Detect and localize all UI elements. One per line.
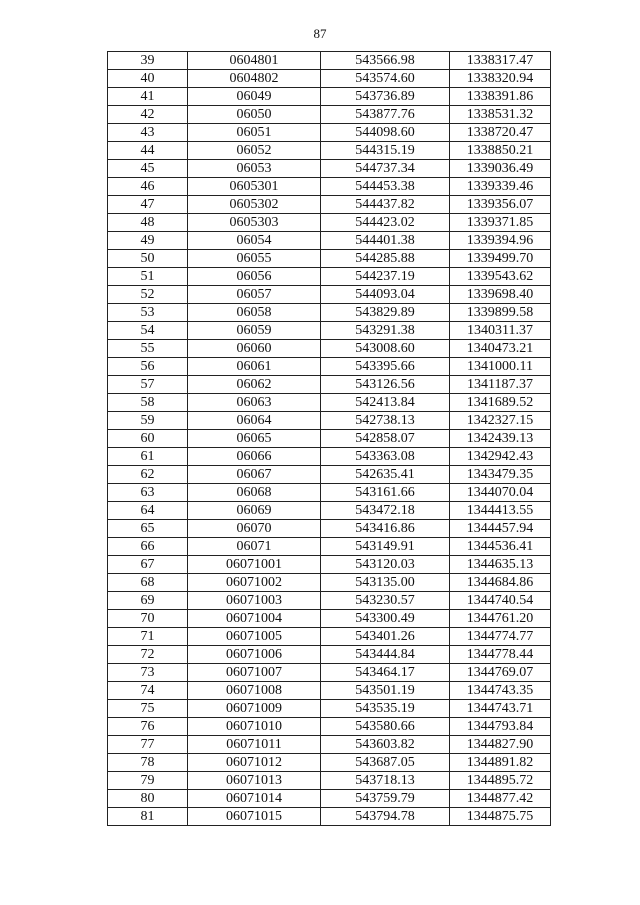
- point-id-cell: 06071005: [188, 628, 321, 646]
- x-coordinate-cell: 543161.66: [321, 484, 450, 502]
- table-row: [108, 412, 551, 430]
- x-coordinate-cell: 542858.07: [321, 430, 450, 448]
- x-coordinate-cell: 543877.76: [321, 106, 450, 124]
- y-coordinate-cell: 1344743.35: [450, 682, 551, 700]
- point-id-cell: 06069: [188, 502, 321, 520]
- row-number-cell: 69: [108, 592, 188, 610]
- point-id-cell: 0605301: [188, 178, 321, 196]
- table-row: [108, 718, 551, 736]
- row-number-cell: 58: [108, 394, 188, 412]
- point-id-cell: 06071: [188, 538, 321, 556]
- table-row: [108, 502, 551, 520]
- point-id-cell: 06071008: [188, 682, 321, 700]
- table-row: [108, 250, 551, 268]
- y-coordinate-cell: 1340473.21: [450, 340, 551, 358]
- y-coordinate-cell: 1344536.41: [450, 538, 551, 556]
- row-number-cell: 70: [108, 610, 188, 628]
- row-number-cell: 57: [108, 376, 188, 394]
- row-number-cell: 68: [108, 574, 188, 592]
- row-number-cell: 56: [108, 358, 188, 376]
- table-row: [108, 754, 551, 772]
- x-coordinate-cell: 543363.08: [321, 448, 450, 466]
- x-coordinate-cell: 544437.82: [321, 196, 450, 214]
- table-row: [108, 286, 551, 304]
- x-coordinate-cell: 543580.66: [321, 718, 450, 736]
- table-row: [108, 700, 551, 718]
- row-number-cell: 55: [108, 340, 188, 358]
- point-id-cell: 06050: [188, 106, 321, 124]
- point-id-cell: 06065: [188, 430, 321, 448]
- point-id-cell: 06054: [188, 232, 321, 250]
- row-number-cell: 73: [108, 664, 188, 682]
- x-coordinate-cell: 543501.19: [321, 682, 450, 700]
- point-id-cell: 06057: [188, 286, 321, 304]
- row-number-cell: 81: [108, 808, 188, 826]
- y-coordinate-cell: 1339899.58: [450, 304, 551, 322]
- row-number-cell: 43: [108, 124, 188, 142]
- table-row: [108, 160, 551, 178]
- point-id-cell: 06056: [188, 268, 321, 286]
- row-number-cell: 44: [108, 142, 188, 160]
- y-coordinate-cell: 1344827.90: [450, 736, 551, 754]
- y-coordinate-cell: 1340311.37: [450, 322, 551, 340]
- y-coordinate-cell: 1341187.37: [450, 376, 551, 394]
- point-id-cell: 06071002: [188, 574, 321, 592]
- row-number-cell: 76: [108, 718, 188, 736]
- point-id-cell: 06052: [188, 142, 321, 160]
- point-id-cell: 06071007: [188, 664, 321, 682]
- x-coordinate-cell: 543416.86: [321, 520, 450, 538]
- x-coordinate-cell: 544315.19: [321, 142, 450, 160]
- point-id-cell: 06058: [188, 304, 321, 322]
- table-row: [108, 322, 551, 340]
- y-coordinate-cell: 1343479.35: [450, 466, 551, 484]
- row-number-cell: 63: [108, 484, 188, 502]
- row-number-cell: 52: [108, 286, 188, 304]
- y-coordinate-cell: 1344070.04: [450, 484, 551, 502]
- x-coordinate-cell: 543718.13: [321, 772, 450, 790]
- x-coordinate-cell: 543401.26: [321, 628, 450, 646]
- y-coordinate-cell: 1339371.85: [450, 214, 551, 232]
- row-number-cell: 80: [108, 790, 188, 808]
- row-number-cell: 39: [108, 52, 188, 70]
- y-coordinate-cell: 1338320.94: [450, 70, 551, 88]
- table-row: [108, 142, 551, 160]
- y-coordinate-cell: 1344457.94: [450, 520, 551, 538]
- row-number-cell: 77: [108, 736, 188, 754]
- point-id-cell: 0605302: [188, 196, 321, 214]
- point-id-cell: 06071013: [188, 772, 321, 790]
- x-coordinate-cell: 544737.34: [321, 160, 450, 178]
- point-id-cell: 06049: [188, 88, 321, 106]
- table-row: [108, 538, 551, 556]
- x-coordinate-cell: 543291.38: [321, 322, 450, 340]
- table-row: [108, 394, 551, 412]
- table-row: [108, 70, 551, 88]
- point-id-cell: 0604801: [188, 52, 321, 70]
- point-id-cell: 06060: [188, 340, 321, 358]
- point-id-cell: 06062: [188, 376, 321, 394]
- table-row: [108, 196, 551, 214]
- y-coordinate-cell: 1341689.52: [450, 394, 551, 412]
- table-row: [108, 736, 551, 754]
- table-row: [108, 592, 551, 610]
- x-coordinate-cell: 543574.60: [321, 70, 450, 88]
- x-coordinate-cell: 544098.60: [321, 124, 450, 142]
- y-coordinate-cell: 1344877.42: [450, 790, 551, 808]
- row-number-cell: 41: [108, 88, 188, 106]
- x-coordinate-cell: 544401.38: [321, 232, 450, 250]
- row-number-cell: 47: [108, 196, 188, 214]
- table-row: [108, 790, 551, 808]
- y-coordinate-cell: 1338317.47: [450, 52, 551, 70]
- x-coordinate-cell: 543759.79: [321, 790, 450, 808]
- table-row: [108, 682, 551, 700]
- x-coordinate-cell: 543135.00: [321, 574, 450, 592]
- table-row: [108, 772, 551, 790]
- point-id-cell: 06051: [188, 124, 321, 142]
- row-number-cell: 78: [108, 754, 188, 772]
- x-coordinate-cell: 542738.13: [321, 412, 450, 430]
- row-number-cell: 53: [108, 304, 188, 322]
- table-row: [108, 358, 551, 376]
- y-coordinate-cell: 1339339.46: [450, 178, 551, 196]
- x-coordinate-cell: 543126.56: [321, 376, 450, 394]
- x-coordinate-cell: 544237.19: [321, 268, 450, 286]
- point-id-cell: 06071012: [188, 754, 321, 772]
- table-row: [108, 574, 551, 592]
- point-id-cell: 06071011: [188, 736, 321, 754]
- row-number-cell: 59: [108, 412, 188, 430]
- y-coordinate-cell: 1338391.86: [450, 88, 551, 106]
- table-row: [108, 556, 551, 574]
- x-coordinate-cell: 543149.91: [321, 538, 450, 556]
- point-id-cell: 06071010: [188, 718, 321, 736]
- x-coordinate-cell: 542635.41: [321, 466, 450, 484]
- x-coordinate-cell: 543464.17: [321, 664, 450, 682]
- row-number-cell: 64: [108, 502, 188, 520]
- x-coordinate-cell: 543472.18: [321, 502, 450, 520]
- point-id-cell: 06071004: [188, 610, 321, 628]
- point-id-cell: 06071009: [188, 700, 321, 718]
- y-coordinate-cell: 1344743.71: [450, 700, 551, 718]
- y-coordinate-cell: 1338720.47: [450, 124, 551, 142]
- y-coordinate-cell: 1342942.43: [450, 448, 551, 466]
- point-id-cell: 0604802: [188, 70, 321, 88]
- y-coordinate-cell: 1344761.20: [450, 610, 551, 628]
- row-number-cell: 48: [108, 214, 188, 232]
- x-coordinate-cell: 544285.88: [321, 250, 450, 268]
- row-number-cell: 42: [108, 106, 188, 124]
- row-number-cell: 74: [108, 682, 188, 700]
- row-number-cell: 46: [108, 178, 188, 196]
- y-coordinate-cell: 1342439.13: [450, 430, 551, 448]
- y-coordinate-cell: 1341000.11: [450, 358, 551, 376]
- x-coordinate-cell: 543535.19: [321, 700, 450, 718]
- x-coordinate-cell: 544423.02: [321, 214, 450, 232]
- table-row: [108, 214, 551, 232]
- y-coordinate-cell: 1339394.96: [450, 232, 551, 250]
- y-coordinate-cell: 1338850.21: [450, 142, 551, 160]
- x-coordinate-cell: 543444.84: [321, 646, 450, 664]
- row-number-cell: 67: [108, 556, 188, 574]
- row-number-cell: 72: [108, 646, 188, 664]
- point-id-cell: 06071015: [188, 808, 321, 826]
- table-row: [108, 106, 551, 124]
- row-number-cell: 79: [108, 772, 188, 790]
- y-coordinate-cell: 1344793.84: [450, 718, 551, 736]
- point-id-cell: 06068: [188, 484, 321, 502]
- table-row: [108, 52, 551, 70]
- y-coordinate-cell: 1344740.54: [450, 592, 551, 610]
- y-coordinate-cell: 1344684.86: [450, 574, 551, 592]
- point-id-cell: 06067: [188, 466, 321, 484]
- x-coordinate-cell: 543603.82: [321, 736, 450, 754]
- row-number-cell: 61: [108, 448, 188, 466]
- row-number-cell: 75: [108, 700, 188, 718]
- page-number: 87: [313, 26, 327, 41]
- point-id-cell: 06061: [188, 358, 321, 376]
- point-id-cell: 06053: [188, 160, 321, 178]
- table-row: [108, 430, 551, 448]
- row-number-cell: 49: [108, 232, 188, 250]
- y-coordinate-cell: 1342327.15: [450, 412, 551, 430]
- y-coordinate-cell: 1339036.49: [450, 160, 551, 178]
- x-coordinate-cell: 544453.38: [321, 178, 450, 196]
- x-coordinate-cell: 543736.89: [321, 88, 450, 106]
- x-coordinate-cell: 542413.84: [321, 394, 450, 412]
- row-number-cell: 66: [108, 538, 188, 556]
- point-id-cell: 06055: [188, 250, 321, 268]
- y-coordinate-cell: 1344895.72: [450, 772, 551, 790]
- y-coordinate-cell: 1344778.44: [450, 646, 551, 664]
- point-id-cell: 0605303: [188, 214, 321, 232]
- row-number-cell: 54: [108, 322, 188, 340]
- y-coordinate-cell: 1344891.82: [450, 754, 551, 772]
- x-coordinate-cell: 543687.05: [321, 754, 450, 772]
- y-coordinate-cell: 1338531.32: [450, 106, 551, 124]
- x-coordinate-cell: 543829.89: [321, 304, 450, 322]
- y-coordinate-cell: 1344635.13: [450, 556, 551, 574]
- point-id-cell: 06071006: [188, 646, 321, 664]
- table-row: [108, 88, 551, 106]
- row-number-cell: 50: [108, 250, 188, 268]
- x-coordinate-cell: 543008.60: [321, 340, 450, 358]
- x-coordinate-cell: 543120.03: [321, 556, 450, 574]
- x-coordinate-cell: 543300.49: [321, 610, 450, 628]
- table-row: [108, 340, 551, 358]
- point-id-cell: 06063: [188, 394, 321, 412]
- y-coordinate-cell: 1339356.07: [450, 196, 551, 214]
- coordinates-table: [107, 51, 551, 826]
- table-row: [108, 124, 551, 142]
- row-number-cell: 51: [108, 268, 188, 286]
- y-coordinate-cell: 1339543.62: [450, 268, 551, 286]
- table-row: [108, 178, 551, 196]
- table-row: [108, 448, 551, 466]
- table-row: [108, 304, 551, 322]
- x-coordinate-cell: 543395.66: [321, 358, 450, 376]
- x-coordinate-cell: 544093.04: [321, 286, 450, 304]
- row-number-cell: 45: [108, 160, 188, 178]
- x-coordinate-cell: 543794.78: [321, 808, 450, 826]
- table-row: [108, 664, 551, 682]
- y-coordinate-cell: 1344875.75: [450, 808, 551, 826]
- coordinates-table-body: [108, 52, 551, 826]
- table-row: [108, 268, 551, 286]
- point-id-cell: 06064: [188, 412, 321, 430]
- table-row: [108, 628, 551, 646]
- point-id-cell: 06071003: [188, 592, 321, 610]
- y-coordinate-cell: 1344413.55: [450, 502, 551, 520]
- point-id-cell: 06071014: [188, 790, 321, 808]
- point-id-cell: 06070: [188, 520, 321, 538]
- y-coordinate-cell: 1344769.07: [450, 664, 551, 682]
- row-number-cell: 40: [108, 70, 188, 88]
- table-row: [108, 376, 551, 394]
- row-number-cell: 71: [108, 628, 188, 646]
- table-row: [108, 484, 551, 502]
- y-coordinate-cell: 1339698.40: [450, 286, 551, 304]
- table-row: [108, 232, 551, 250]
- point-id-cell: 06066: [188, 448, 321, 466]
- row-number-cell: 65: [108, 520, 188, 538]
- table-row: [108, 610, 551, 628]
- row-number-cell: 62: [108, 466, 188, 484]
- point-id-cell: 06059: [188, 322, 321, 340]
- x-coordinate-cell: 543230.57: [321, 592, 450, 610]
- table-row: [108, 466, 551, 484]
- point-id-cell: 06071001: [188, 556, 321, 574]
- table-row: [108, 520, 551, 538]
- x-coordinate-cell: 543566.98: [321, 52, 450, 70]
- table-row: [108, 646, 551, 664]
- table-row: [108, 808, 551, 826]
- row-number-cell: 60: [108, 430, 188, 448]
- y-coordinate-cell: 1344774.77: [450, 628, 551, 646]
- y-coordinate-cell: 1339499.70: [450, 250, 551, 268]
